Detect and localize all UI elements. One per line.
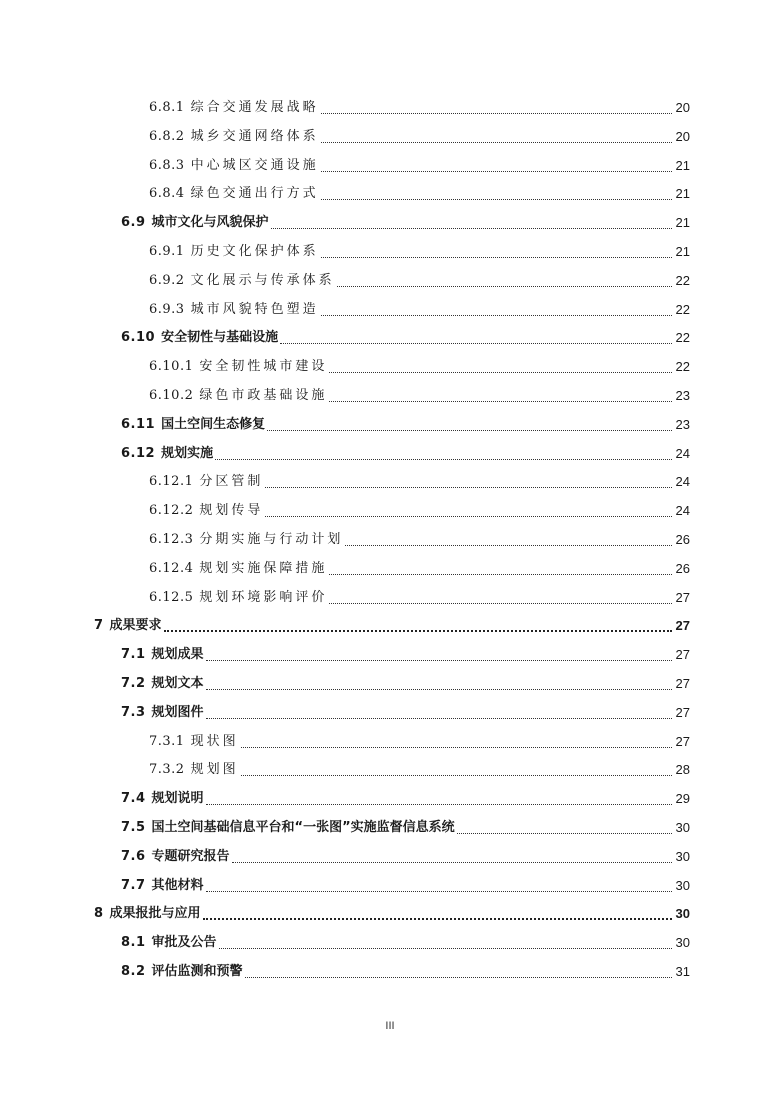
toc-entry-page: 24 (675, 474, 690, 490)
dot-leader (280, 327, 672, 349)
dot-leader (215, 443, 672, 465)
toc-entry-number: 7.4 (121, 791, 146, 807)
toc-entry-title: 其他材料 (151, 877, 204, 893)
toc-entry-number: 6.11 (121, 416, 156, 432)
toc-entry-page: 26 (675, 560, 690, 576)
toc-entry-title: 绿色交通出行方式 (190, 186, 319, 202)
toc-entry-page: 27 (675, 704, 690, 720)
toc-entry-title: 规划成果 (151, 647, 204, 663)
dot-leader (457, 817, 672, 839)
toc-entry-page: 23 (675, 388, 690, 403)
toc-entry-number: 6.9.3 (149, 301, 185, 317)
toc-entry-title: 规划图 (190, 762, 239, 778)
toc-entry[interactable] (121, 443, 690, 465)
toc-entry[interactable] (121, 846, 690, 868)
toc-entry-number: 8.2 (121, 964, 146, 979)
toc-entry[interactable] (149, 183, 690, 205)
toc-entry-number: 8 (94, 906, 104, 922)
toc-entry-title: 规划实施 (161, 445, 214, 461)
toc-entry-title: 绿色市政基础设施 (199, 388, 328, 403)
toc-entry-number: 6.9.1 (149, 244, 185, 259)
toc-entry-number: 7 (94, 618, 104, 634)
toc-entry-number: 6.10.2 (149, 388, 194, 403)
toc-entry-page: 23 (675, 416, 690, 432)
toc-entry[interactable] (121, 961, 690, 983)
toc-entry-title: 审批及公告 (151, 935, 217, 951)
dot-leader (241, 759, 672, 781)
toc-entry[interactable] (149, 299, 690, 321)
toc-entry-page: 27 (675, 589, 690, 605)
toc-entry-page: 27 (675, 733, 690, 749)
toc-entry-title: 成果报批与应用 (109, 906, 201, 922)
toc-entry-number: 8.1 (121, 935, 146, 951)
dot-leader (206, 788, 672, 810)
toc-entry[interactable] (149, 587, 690, 609)
toc-entry-title: 历史文化保护体系 (190, 244, 319, 259)
toc-entry[interactable] (149, 471, 690, 493)
toc-entry-number: 7.3.1 (149, 733, 185, 749)
dot-leader (321, 155, 672, 177)
toc-entry-title: 规划说明 (151, 791, 204, 807)
dot-leader (321, 126, 672, 148)
toc-entry-number: 7.7 (121, 877, 146, 893)
toc-entry-title: 规划环境影响评价 (199, 589, 328, 605)
toc-entry-page: 31 (675, 964, 690, 979)
toc-entry-number: 6.12.5 (149, 589, 194, 605)
toc-entry-title: 城乡交通网络体系 (190, 128, 319, 144)
toc-entry[interactable] (149, 385, 690, 407)
toc-entry-number: 6.9 (121, 215, 146, 231)
toc-entry[interactable] (149, 529, 690, 551)
toc-entry-page: 26 (675, 532, 690, 547)
toc-entry[interactable] (149, 759, 690, 781)
toc-entry-number: 6.12 (121, 445, 156, 461)
toc-entry-title: 专题研究报告 (151, 848, 230, 864)
dot-leader (337, 270, 672, 292)
dot-leader (232, 846, 672, 868)
toc-entry[interactable] (121, 644, 690, 666)
dot-leader (271, 212, 672, 234)
toc-entry-page: 30 (675, 820, 690, 835)
toc-entry[interactable] (94, 615, 690, 637)
toc-entry-page: 27 (675, 618, 690, 634)
dot-leader (321, 97, 672, 119)
toc-entry[interactable] (149, 155, 690, 177)
toc-entry-number: 7.1 (121, 647, 146, 663)
dot-leader (329, 558, 672, 580)
toc-entry[interactable] (149, 97, 690, 119)
dot-leader (321, 241, 672, 263)
toc-entry[interactable] (149, 731, 690, 753)
dot-leader (265, 500, 672, 522)
toc-entry-title: 文化展示与传承体系 (190, 272, 335, 288)
toc-entry-number: 6.12.1 (149, 474, 194, 490)
toc-entry-title: 现状图 (190, 733, 239, 749)
toc-entry-page: 22 (675, 301, 690, 317)
toc-entry-page: 24 (675, 503, 690, 519)
toc-entry-number: 6.10.1 (149, 359, 194, 375)
toc-entry-title: 安全韧性城市建设 (199, 359, 328, 375)
toc-entry-number: 6.12.2 (149, 503, 194, 519)
toc-entry-number: 6.8.1 (149, 100, 185, 115)
toc-entry-number: 7.3 (121, 704, 146, 720)
toc-entry-title: 国土空间生态修复 (161, 416, 266, 432)
dot-leader (206, 673, 672, 695)
toc-entry[interactable] (149, 558, 690, 580)
dot-leader (345, 529, 672, 551)
toc-entry[interactable] (94, 903, 690, 925)
toc-entry-number: 6.12.3 (149, 532, 194, 547)
toc-entry-number: 7.5 (121, 820, 146, 835)
dot-leader (329, 587, 672, 609)
dot-leader (265, 471, 672, 493)
toc-entry-page: 30 (675, 935, 690, 951)
dot-leader (321, 299, 672, 321)
toc-entry-page: 21 (675, 244, 690, 259)
toc-entry-number: 6.9.2 (149, 272, 185, 288)
toc-entry[interactable] (121, 327, 690, 349)
toc-entry-number: 6.8.4 (149, 186, 185, 202)
toc-entry-number: 7.3.2 (149, 762, 185, 778)
dot-leader (321, 183, 672, 205)
toc-entry-title: 规划传导 (199, 503, 264, 519)
toc-entry-number: 6.12.4 (149, 560, 194, 576)
toc-entry-title: 分期实施与行动计划 (199, 532, 344, 547)
toc-entry-title: 城市风貌特色塑造 (190, 301, 319, 317)
toc-entry-page: 20 (675, 100, 690, 115)
toc-entry-number: 6.8.2 (149, 128, 185, 144)
toc-entry[interactable] (121, 875, 690, 897)
toc-entry-title: 综合交通发展战略 (190, 100, 319, 115)
toc-entry-number: 7.6 (121, 848, 146, 864)
dot-leader (241, 731, 672, 753)
toc-entry-title: 城市文化与风貌保护 (151, 215, 269, 231)
toc-entry-page: 24 (675, 445, 690, 461)
toc-entry-page: 21 (675, 157, 690, 173)
toc-entry-page: 29 (675, 791, 690, 807)
toc-entry-title: 中心城区交通设施 (190, 157, 319, 173)
dot-leader (219, 932, 672, 954)
toc-entry-page: 27 (675, 647, 690, 663)
dot-leader (206, 644, 672, 666)
toc-entry[interactable] (121, 212, 690, 234)
toc-entry-page: 21 (675, 186, 690, 202)
toc-entry[interactable] (149, 500, 690, 522)
dot-leader (206, 702, 672, 724)
toc-entry[interactable] (121, 673, 690, 695)
toc-entry-page: 21 (675, 215, 690, 231)
page-number: III (385, 1020, 395, 1032)
toc-entry-title: 国土空间基础信息平台和“一张图”实施监督信息系统 (151, 820, 455, 835)
toc-entry-number: 6.10 (121, 330, 156, 346)
dot-leader (203, 903, 672, 925)
toc-entry-page: 22 (675, 272, 690, 288)
toc-entry-page: 22 (675, 330, 690, 346)
toc-entry-page: 27 (675, 676, 690, 691)
toc-entry-title: 规划实施保障措施 (199, 560, 328, 576)
toc-entry-number: 7.2 (121, 676, 146, 691)
dot-leader (329, 356, 672, 378)
toc-entry[interactable] (121, 702, 690, 724)
toc-entry-title: 成果要求 (109, 618, 162, 634)
toc-entry[interactable] (149, 241, 690, 263)
dot-leader (206, 875, 672, 897)
dot-leader (164, 615, 672, 637)
toc-entry-page: 30 (675, 906, 690, 922)
toc-entry[interactable] (149, 270, 690, 292)
toc-entry[interactable] (149, 126, 690, 148)
toc-entry-title: 规划图件 (151, 704, 204, 720)
dot-leader (245, 961, 672, 983)
toc-entry-title: 规划文本 (151, 676, 204, 691)
toc-entry-page: 22 (675, 359, 690, 375)
toc-entry-page: 30 (675, 877, 690, 893)
toc-entry[interactable] (121, 414, 690, 436)
toc-entry[interactable] (121, 817, 690, 839)
toc-entry[interactable] (121, 932, 690, 954)
toc-entry-title: 分区管制 (199, 474, 264, 490)
dot-leader (267, 414, 672, 436)
dot-leader (329, 385, 672, 407)
toc-entry-page: 30 (675, 848, 690, 864)
toc-entry-page: 28 (675, 762, 690, 778)
toc-entry[interactable] (121, 788, 690, 810)
toc-entry-page: 20 (675, 128, 690, 144)
toc-entry-number: 6.8.3 (149, 157, 185, 173)
toc-entry-title: 评估监测和预警 (151, 964, 243, 979)
toc-entry[interactable] (149, 356, 690, 378)
toc-entry-title: 安全韧性与基础设施 (161, 330, 279, 346)
